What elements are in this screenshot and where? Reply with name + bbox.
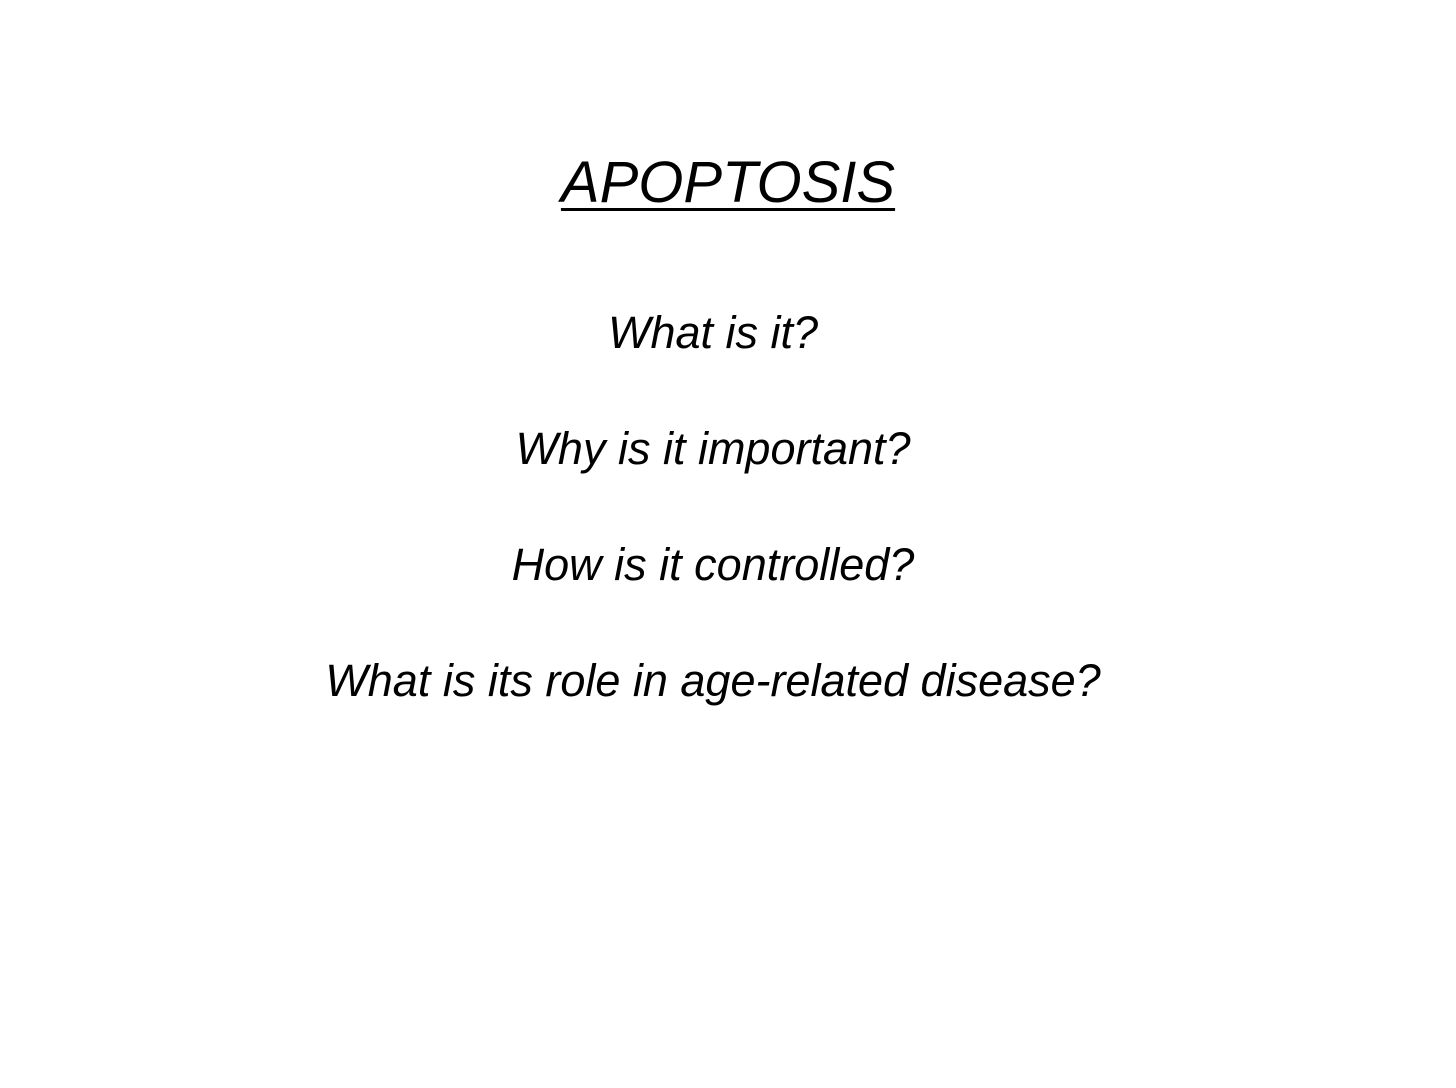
slide-title: APOPTOSIS — [560, 150, 896, 215]
question-role-in-disease: What is its role in age-related disease? — [325, 655, 1101, 706]
question-what-is-it: What is it? — [607, 307, 819, 358]
question-why-important: Why is it important? — [515, 423, 911, 474]
question-how-controlled: How is it controlled? — [511, 539, 915, 590]
